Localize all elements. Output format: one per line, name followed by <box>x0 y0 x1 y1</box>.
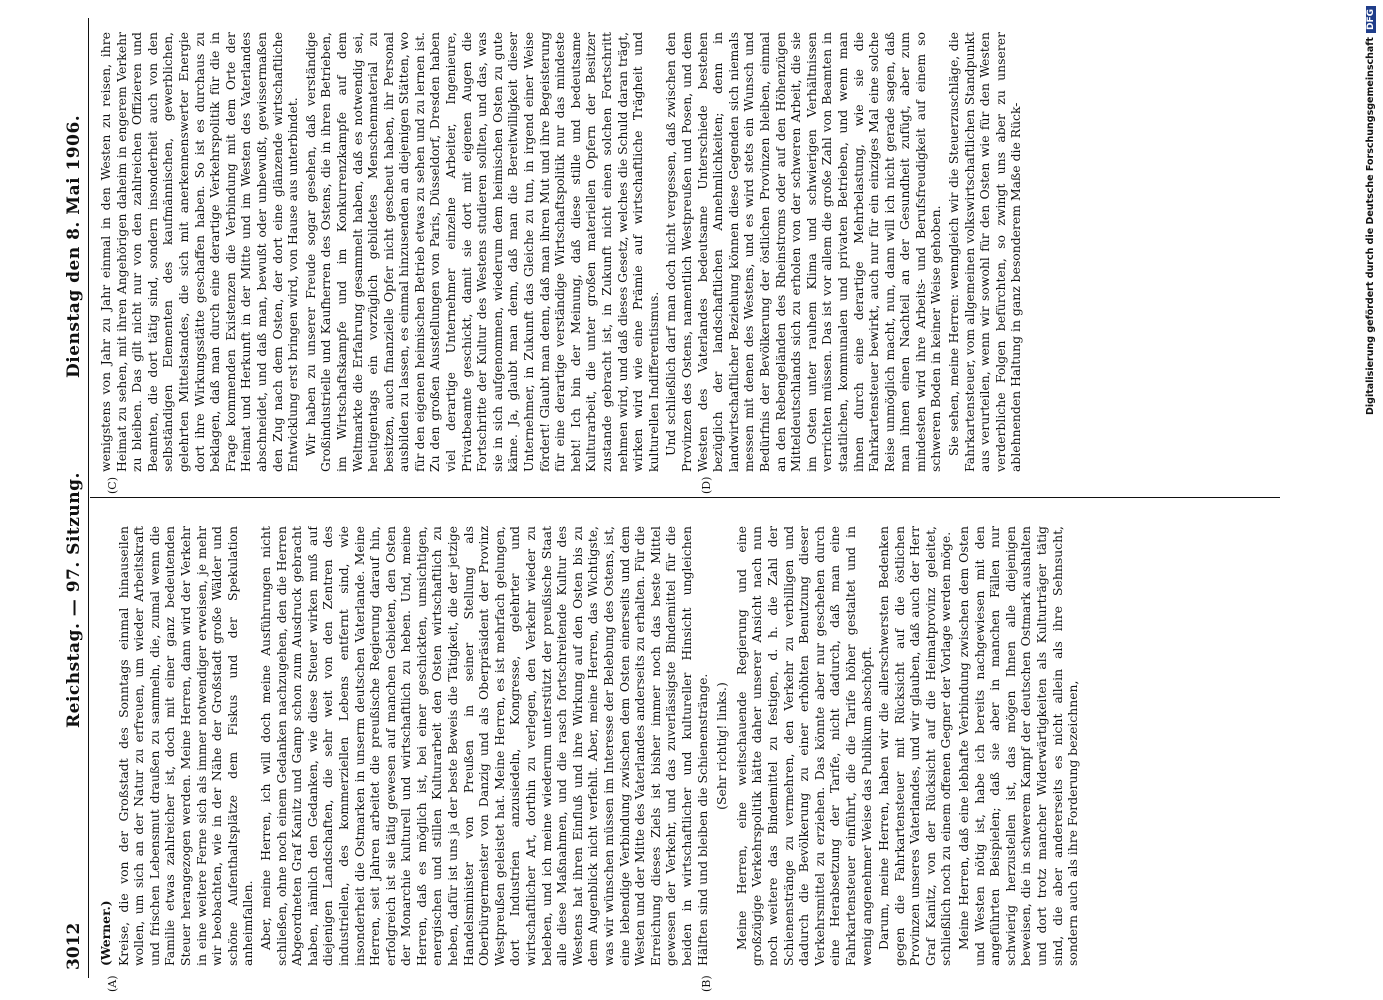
margin-marker-b: (B) <box>700 975 713 992</box>
dfg-logo: DFG <box>1366 6 1376 33</box>
page-header <box>60 18 89 978</box>
paragraph: Wir haben zu unserer Freude sogar gesehen, daß verständige Großindustrielle und Kaufherren des Ostens, die in ihren Betrieben, im Wirtschaftskampfe und im Konkurrenzkampfe auf dem Weltmarkte die Erfahrung gesammelt haben, daß es notwendig sei, heutigentags ein vorzüglich gebildetes Menschenmaterial zu besitzen, auch finanzielle Opfer nicht gescheut haben, ihr Personal ausbilden zu lassen, es einmal hinzusenden an diejenigen Stätten, wo für den eigenen heimischen Betrieb etwas zu sehen und zu lernen ist. Zu den großen Ausstellungen von Paris, Düsseldorf, Dresden haben viel derartige Unternehmer einzelne Arbeiter, Ingenieure, Privatbeamte geschickt, damit sie dort mit eigenen Augen die Fortschritte der Kultur des Westens studieren sollten, und das, was sie in sich aufgenommen, wiederum dem heimischen Osten zu gute käme. Ja, glaubt man denn, daß man die Bereitwilligkeit dieser Unternehmer, in Zukunft das Gleiche zu tun, in irgend einer Weise fördert! Glaubt man denn, daß man ihren Mut und ihre Begeisterung für eine derartige verständige Wirtschaftspolitik nur das mindeste hebt! Ich bin der Meinung, daß diese stille und bedeutsame Kulturarbeit, die unter großen materiellen Opfern der Besitzer zustande gebracht ist, in Zukunft nicht einen solchen Fortschritt nehmen wird, und daß dieses Gesetz, welches die Schuld daran trägt, wirken wird wie eine Prämie auf wirtschaftliche Trägheit und kulturellen Indifferentismus. <box>302 32 661 472</box>
page-number: 3012 <box>64 922 84 970</box>
margin-marker-a: (A) <box>106 975 119 992</box>
applause-note: (Sehr richtig! links.) <box>714 682 730 810</box>
left-running-title: Reichstag. — 97. Sitzung. <box>64 472 84 728</box>
attribution-text: Digitalisierung gefördert durch die Deutsche Forschungsgemeinschaft <box>1365 37 1376 415</box>
paragraph: Kreise, die von der Großstadt des Sonntags einmal hinauseilen wollen, um sich an der Natur zu erfreuen, um wieder Arbeitskraft und frischen Lebensmut draußen zu sammeln, die, zumal wenn die Familie etwas zahlreicher ist, doch mit einer ganz bedeutenden Steuer herangezogen werden. Meine Herren, dann wird der Verkehr in eine weitere Ferne sich als immer notwendiger erweisen, je mehr wir beobachten, wie in der Nähe der Großstadt große Wälder und schöne Aufenthaltsplätze dem Fiskus und der Spekulation anheimfallen. <box>115 526 256 966</box>
right-column <box>98 32 1278 472</box>
paragraph: Darum, meine Herren, haben wir die allerschwersten Bedenken gegen die Fahrkartensteuer mit Rücksicht auf die östlichen Provinzen unseres Vaterlandes, und wir glauben, daß auch der Herr Graf Kanitz, von der Rücksicht auf die Heimatprovinz geleitet, schließlich noch zu einem offenen Gegner der Vorlage werden möge. <box>876 526 954 966</box>
paragraph: Sie sehen, meine Herren: wenngleich wir die Steuerzuschläge, die Fahrkartensteuer, vom allgemeinen volkswirtschaftlichen Standpunkt aus verurteilen, wenn wir sowohl für den Osten wie für den Westen verderbliche Folgen befürchten, so zwingt uns aber zu unserer ablehnenden Haltung in ganz besonderem Maße die Rück- <box>946 32 1024 472</box>
column-divider <box>90 497 1280 498</box>
margin-marker-c: (C) <box>106 477 119 494</box>
right-running-title: Dienstag den 8. Mai 1906. <box>64 114 84 378</box>
paragraph: Meine Herren, daß eine lebhafte Verbindung zwischen dem Osten und Westen nötig ist, habe ich bereits nachgewiesen mit den angeführten Beispielen; daß sie aber in manchen Fällen nur schwierig herzustellen ist, das mögen Ihnen alle diejenigen beweisen, die in schwerem Kampf der deutschen Ostmark aushalten und dort trotz mancher Widerwärtigkeiten als Kulturträger tätig sind, die aber andererseits es nicht allein als ihre Sehnsucht, sondern auch als ihre Forderung bezeichnen, <box>956 526 1081 966</box>
paragraph: wenigstens von Jahr zu Jahr einmal in den Westen zu reisen, ihre Heimat zu sehen, mit ihren Angehörigen daheim in engerem Verkehr zu bleiben. Das gilt nicht nur von den zahlreichen Offizieren und Beamten, die dort tätig sind, sondern insonderheit auch von den selbständigen Elementen des kaufmännischen, gewerblichen, gelehrten Mittelstandes, die sich mit anerkennenswerter Energie dort ihre Wirkungsstätte geschaffen haben. So ist es durchaus zu beklagen, daß man durch eine derartige Verkehrspolitik für die in Frage kommenden Existenzen die Verbindung mit dem Orte der Heimat und Herkunft in der Mitte und im Westen des Vaterlandes abschneidet, und daß man, bewußt oder unbewußt, gewissermaßen den Zug nach dem Osten, der dort eine glänzende wirtschaftliche Entwicklung erst bringen wird, von Hause aus unterbindet. <box>98 32 301 472</box>
speaker-name: (Werner.) <box>98 900 113 966</box>
left-column <box>98 526 1278 966</box>
digitization-attribution <box>1365 6 1379 994</box>
paragraph: Meine Herren, eine weitschauende Regierung und eine großzügige Verkehrspolitik hätte daher unserer Ansicht nach nun noch weitere das Bindemittel zu festigen, d. h. die Zahl der Schienenstränge zu vermehren, den Verkehr zu verbilligen und dadurch die Bevölkerung zu einer erhöhten Benutzung dieser Verkehrsmittel zu erziehen. Das könnte aber nur geschehen durch eine Herabsetzung der Tarife, nicht dadurch, daß man eine Fahrkartensteuer einführt, die die Tarife höher gestaltet und in wenig angenehmer Weise das Publikum abschöpft. <box>733 526 874 966</box>
margin-marker-d: (D) <box>700 476 713 494</box>
paragraph: Aber, meine Herren, ich will doch meine Ausführungen nicht schließen, ohne noch einem Gedanken nachzugehen, den die Herren Abgeordneten Graf Kanitz und Gamp schon zum Ausdruck gebracht haben, nämlich den Gedanken, wie diese Steuer wirken muß auf diejenigen Landschaften, die sehr weit von den Zentren des industriellen, des kommerziellen Lebens entfernt sind, wie insonderheit die Ostmarken in unserm deutschen Vaterlande. Meine Herren, seit Jahren arbeitet die preußische Regierung darauf hin, erfolgreich ist sie tätig gewesen auf manchen Gebieten, den Osten der Monarchie kulturell und wirtschaftlich zu heben. Und, meine Herren, daß es möglich ist, bei einer geschickten, umsichtigen, energischen und stillen Kulturarbeit den Osten wirtschaftlich zu heben, dafür ist uns ja der beste Beweis die Tätigkeit, die der jetzige Handelsminister von Preußen in seiner Stellung als Oberbürgermeister von Danzig und als Oberpräsident der Provinz Westpreußen geleistet hat. Meine Herren, es ist mehrfach gelungen, dort Industrien anzusiedeln, Kongresse, gelehrter und wirtschaftlicher Art, dorthin zu verlegen, den Verkehr wieder zu beleben, und ich meine wiederum unterstützt der preußische Staat alle diese Maßnahmen, und die rasch fortschreitende Kultur des Westens hat ihren Einfluß und ihre Wirkung auf den Osten bis zu dem Augenblick nicht verfehlt. Aber, meine Herren, das Wichtigste, was wir wünschen müssen im Interesse der Belebung des Ostens, ist, eine lebendige Verbindung zwischen dem Osten einerseits und dem Westen und der Mitte des Vaterlandes anderseits zu erhalten. Für die Erreichung dieses Ziels ist bisher immer noch das beste Mittel gewesen der Verkehr, und das zuverlässigste Bindemittel für die beiden in wirtschaftlicher und kultureller Hinsicht ungleichen Hälften sind und bleiben die Schienenstränge. <box>257 526 710 966</box>
paragraph: Und schließlich darf man doch nicht vergessen, daß zwischen den Provinzen des Ostens, namentlich Westpreußen und Posen, und dem Westen des Vaterlandes bedeutsame Unterschiede bestehen bezüglich der landschaftlichen Annehmlichkeiten; denn in landwirtschaftlicher Beziehung können diese Gegenden sich niemals messen mit denen des Westens, und es wird stets ein Wunsch und Bedürfnis der Bevölkerung der östlichen Provinzen bleiben, einmal an den Rebengeländen des Rheinstroms oder auf den Höhenzügen Mitteldeutschlands sich zu erholen von der schweren Arbeit, die sie im Osten unter rauhem Klima und schwierigen Verhältnissen verrichten müssen. Das ist vor allem die große Zahl von Beamten in staatlichen, kommunalen und privaten Betrieben, und wenn man ihnen durch eine derartige Mehrbelastung, wie sie die Fahrkartensteuer bewirkt, auch nur für ein einziges Mal eine solche Reise unmöglich macht, nun, dann will ich nicht gerade sagen, daß man ihnen einen Nachteil an der Gesundheit zufügt, aber zum mindesten wird ihre Arbeits- und Berufsfreudigkeit auf einem so schweren Boden in keiner Weise gehoben. <box>663 32 944 472</box>
document-sheet <box>60 18 1330 992</box>
